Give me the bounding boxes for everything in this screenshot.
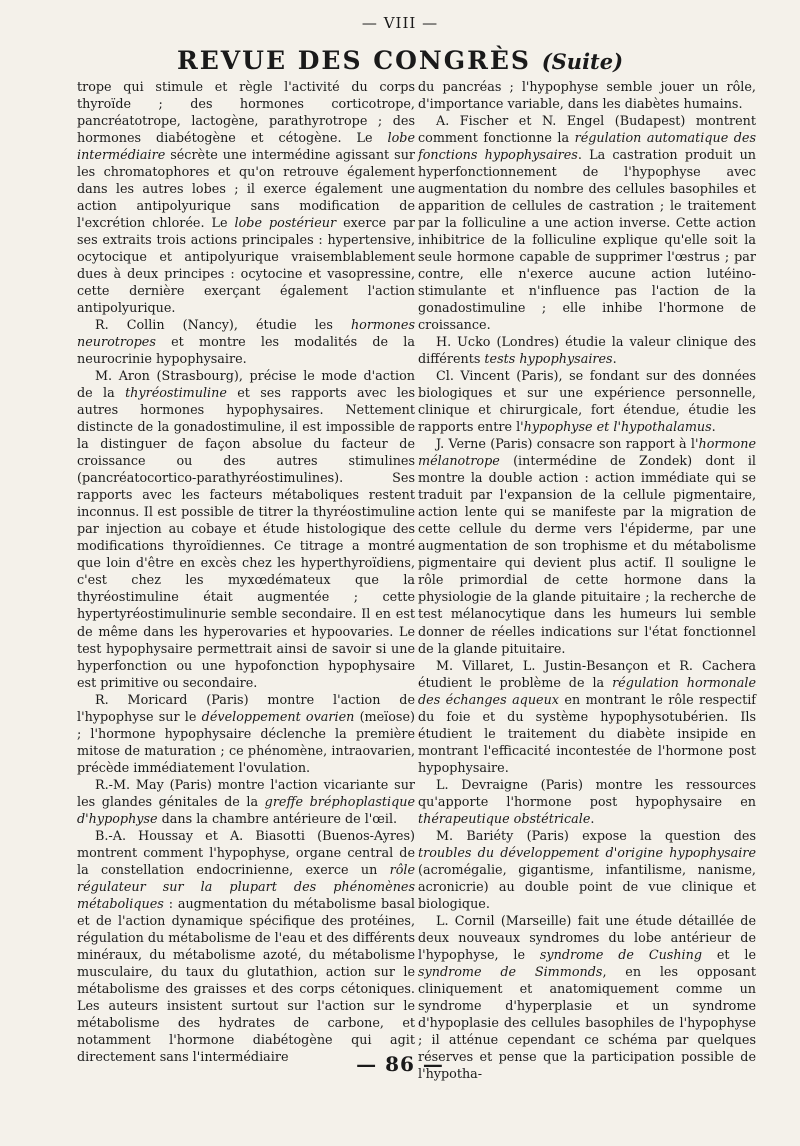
left-column [77,79,415,1066]
italic-term: régulation automatique des fonctions hypophysaires [418,131,757,164]
italic-term: greffe bréphoplastique d'hypophyse [77,794,415,827]
paragraph: L. Devraigne (Paris) montre les ressources qu'apporte l'hormone post hypophysaire en thérapeutique obstétricale. [418,777,756,827]
title-suffix: (Suite) [541,49,624,74]
page-number: — 86 — [356,1052,444,1076]
italic-term: régulation hormonale des échanges aqueux [418,675,756,708]
italic-term: hormones neurotropes [77,318,415,351]
paragraph: M. Villaret, L. Justin-Besançon et R. Cachera étudient le problème de la régulation hormonale des échanges aqueux en montrant le rôle respectif du foie et du système hypophysotubérien. Ils étudient le traitement du diabète insipide en montrant l'efficacité incontestée de l'hormone post hypophysaire. [418,658,756,776]
paragraph: R.-M. May (Paris) montre l'action vicariante sur les glandes génitales de la greffe bréphoplastique d'hypophyse dans la chambre antérieure de l'œil. [77,777,415,827]
paragraph: R. Collin (Nancy), étudie les hormones neurotropes et montre les modalités de la neurocrinie hypophysaire. [77,318,415,368]
italic-term: troubles du développement d'origine hypophysaire [418,845,756,861]
right-column [418,79,756,1083]
italic-term: thyréostimuline [125,386,227,402]
italic-term: syndrome de Cushing [539,947,702,963]
paragraph: L. Cornil (Marseille) fait une étude détaillée de deux nouveaux syndromes du lobe antérieur de l'hypophyse, le syndrome de Cushing et le syndrome de Simmonds, en les opposant cliniquement et anatomiquement comme un syndrome d'hyperplasie et un syndrome d'hypoplasie des cellules basophiles de l'hypophyse ; il atténue cependant ce schéma par quelques réserves et pense que la participation possible de l'hypotha- [418,913,756,1082]
italic-term: hypophyse et l'hypothalamus [523,420,712,436]
italic-term: rôle régulateur sur la plupart des phénomènes métaboliques [77,862,415,912]
paragraph: B.-A. Houssay et A. Biasotti (Buenos-Ayres) montrent comment l'hypophyse, organe central de la constellation endocrinienne, exerce un rôle régulateur sur la plupart des phénomènes métaboliques : augmentation du métabolisme basal et de l'action dynamique spécifique des protéines, régulation du métabolisme de l'eau et des différents minéraux, du métabolisme azoté, du métabolisme musculaire, du taux du glutathion, action sur le métabolisme des graisses et des corps cétoniques. Les auteurs insistent surtout sur l'action sur le métabolisme des hydrates de carbone, et notamment l'hormone diabétogène qui agit directement sans l'intermédiaire [77,828,415,1065]
folio: — VIII — [361,14,439,32]
paragraph: trope qui stimule et règle l'activité du corps thyroïde ; des hormones corticotrope, pancréatotrope, lactogène, parathyrotrope ; des hormones diabétogène et cétogène. Le lobe intermédiaire sécrète une intermédine agissant sur les chromatophores et qu'on retrouve également dans les autres lobes ; il exerce également une action antipolyurique sans modification de l'excrétion chlorée. Le lobe postérieur exerce par ses extraits trois actions principales : hypertensive, ocytocique et antipolyurique vraisemblablement dues à deux principes : ocytocine et vasopressine, cette dernière exerçant également l'action antipolyurique. [77,80,415,317]
paragraph: M. Aron (Strasbourg), précise le mode d'action de la thyréostimuline et ses rapports avec les autres hormones hypophysaires. Nettement distincte de la gonadostimuline, il est impossible de la distinguer de façon absolue du facteur de croissance ou des autres stimulines (pancréatocortico-parathyréostimulines). Ses rapports avec les facteurs métaboliques restent inconnus. Il est possible de titrer la thyréostimuline par injection au cobaye et étude histologique des modifications thyroïdiennes. Ce titrage a montré que loin d'être en excès chez les hyperthyroïdiens, c'est chez les myxœdémateux que la thyréostimuline était augmentée ; cette hypertyréostimulinurie semble secondaire. Il en est de même dans les hyperovaries et hypoovaries. Le test hypophysaire permettrait ainsi de savoir si une hyperfonction ou une hypofonction hypophysaire est primitive ou secondaire. [77,369,415,691]
italic-term: hormone mélanotrope [418,437,756,470]
italic-term: thérapeutique obstétricale [418,811,591,827]
paragraph: H. Ucko (Londres) étudie la valeur clinique des différents tests hypophysaires. [418,335,756,368]
italic-term: lobe intermédiaire [77,131,415,164]
paragraph: A. Fischer et N. Engel (Budapest) montrent comment fonctionne la régulation automatique des fonctions hypophysaires. La castration produit un hyperfonctionnement de l'hypophyse avec augmentation du nombre des cellules basophiles et apparition de cellules de castration ; le traitement par la folliculine a une action inverse. Cette action inhibitrice de la folliculine explique qu'elle soit la seule hormone capable de supprimer l'œstrus ; par contre, elle n'exerce aucune action lutéino-stimulante et n'influence pas l'action de la gonadostimuline ; elle inhibe l'hormone de croissance. [418,114,757,334]
paragraph: J. Verne (Paris) consacre son rapport à l'hormone mélanotrope (intermédine de Zondek) dont il montre la double action : action immédiate qui se traduit par l'expansion de la cellule pigmentaire, action lente qui se manifeste par la migration de cette cellule du derme vers l'épiderme, par une augmentation de son trophisme et du métabolisme pigmentaire qui devient plus actif. Il souligne le rôle primordial de cette hormone dans la physiologie de la glande pituitaire ; la recherche de test mélanocytique dans les humeurs lui semble donner de réelles indications sur l'état fonctionnel de la glande pituitaire. [418,437,756,657]
paragraph: R. Moricard (Paris) montre l'action de l'hypophyse sur le développement ovarien (meïose) ; l'hormone hypophysaire déclenche la première mitose de maturation ; ce phénomène, intraovarien, précède immédiatement l'ovulation. [77,692,415,776]
italic-term: lobe postérieur [234,216,337,232]
italic-term: syndrome de Simmonds [418,964,603,980]
title-text: REVUE DES CONGRÈS [176,46,531,75]
paragraph: du pancréas ; l'hypophyse semble jouer un rôle, d'importance variable, dans les diabètes humains. [418,80,756,113]
page-title [0,46,800,75]
italic-term: tests hypophysaires [484,352,613,368]
paragraph: M. Bariéty (Paris) expose la question des troubles du développement d'origine hypophysaire (acromégalie, gigantisme, infantilisme, nanisme, acronicrie) au double point de vue clinique et biologique. [418,828,756,912]
paragraph: Cl. Vincent (Paris), se fondant sur des données biologiques et sur une expérience personnelle, clinique et chirurgicale, fort étendue, étudie les rapports entre l'hypophyse et l'hypothalamus. [418,369,756,436]
italic-term: développement ovarien [201,709,355,725]
